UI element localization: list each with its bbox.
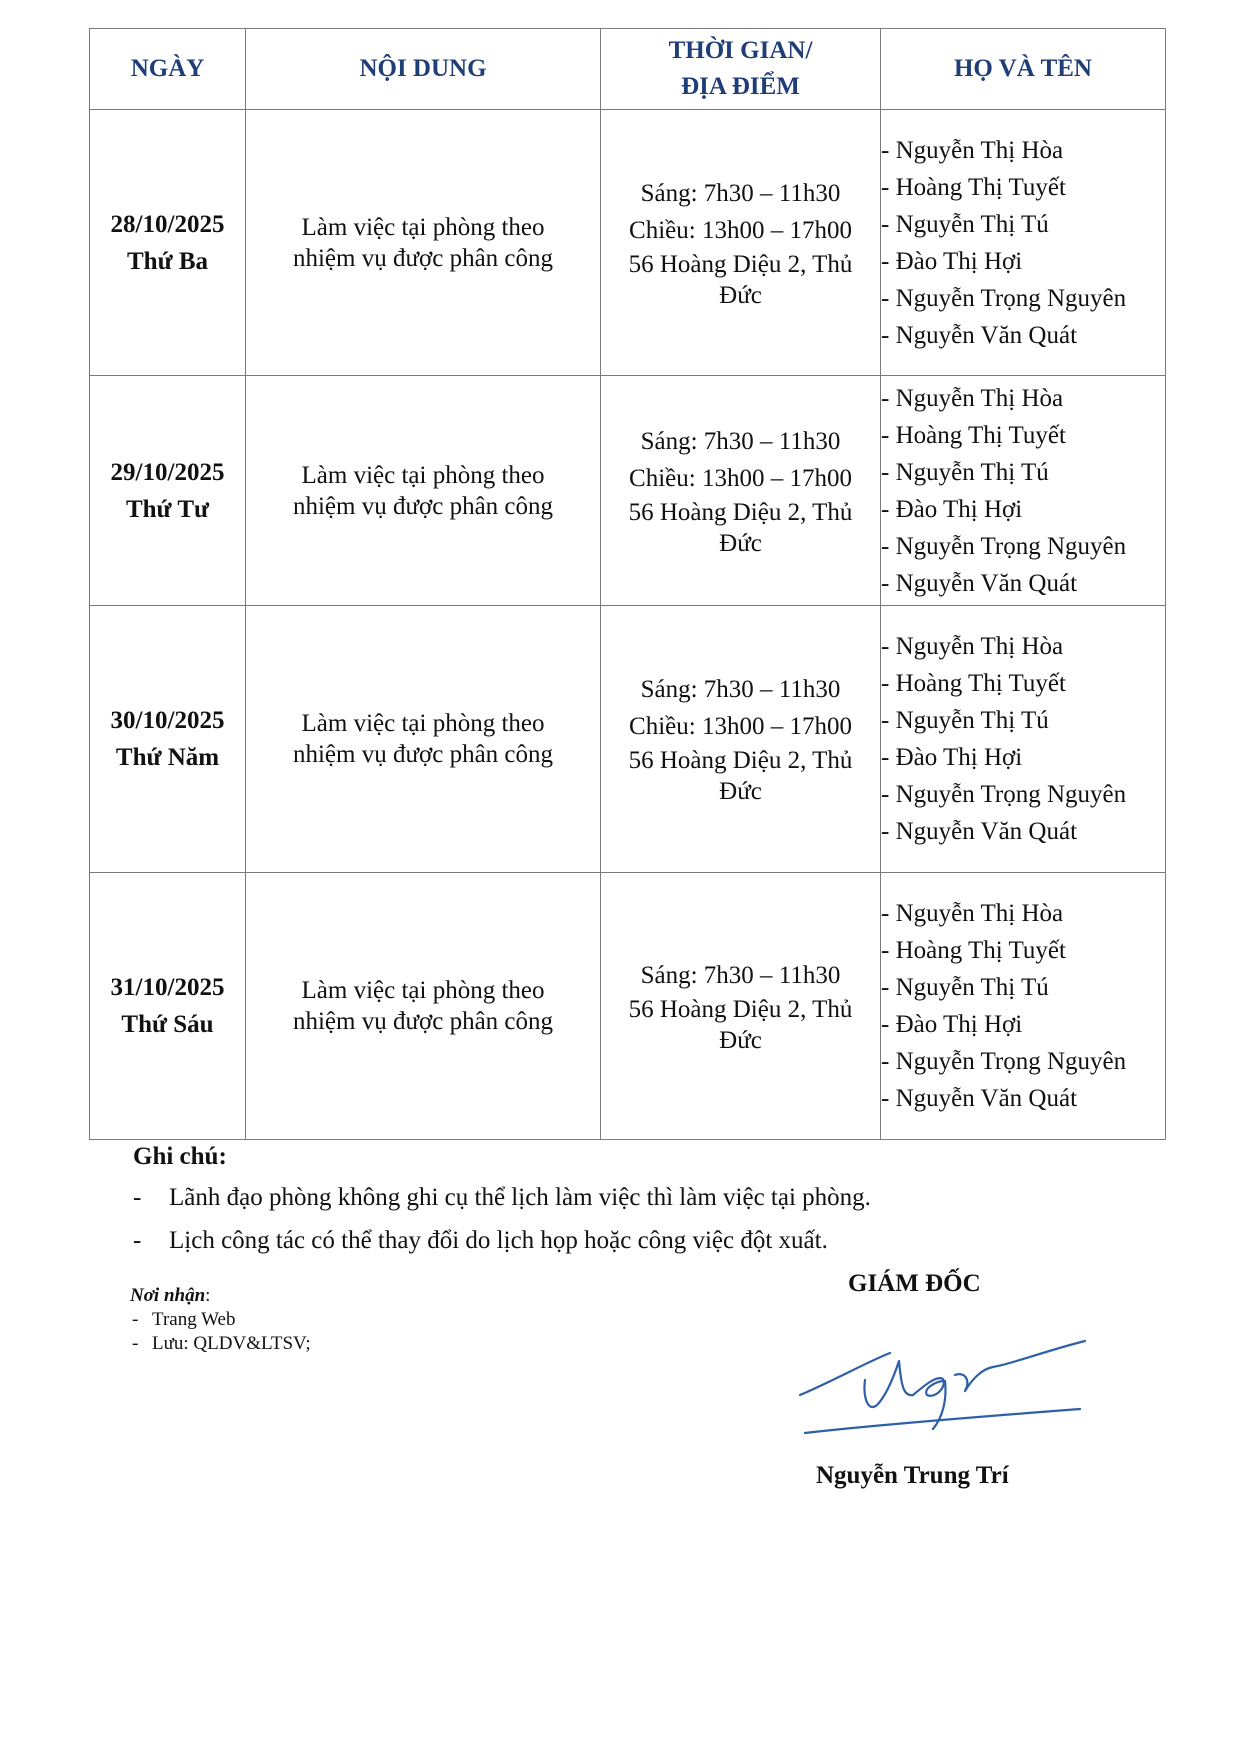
date-cell [90,110,246,376]
recipients-heading: Nơi nhận: [130,1285,211,1306]
content-line: nhiệm vụ được phân công [292,741,554,768]
address [601,745,880,807]
address-line: 56 Hoàng Diệu 2, Thủ [628,995,853,1023]
date: 31/10/2025 [110,974,225,1001]
address [601,994,880,1056]
schedule-table [89,28,1166,1140]
person-name: - Nguyễn Thị Hòa [881,633,1064,660]
table-row [90,873,1166,1140]
handwritten-signature [795,1325,1095,1445]
person-name: - Đào Thị Hợi [881,1011,1023,1038]
person-name: - Nguyễn Thị Tú [881,707,1049,734]
date-cell [90,606,246,873]
address-line: Đức [719,529,762,557]
address-line: 56 Hoàng Diệu 2, Thủ [628,498,853,526]
morning-time: Sáng: 7h30 – 11h30 [640,179,841,207]
person-name: - Nguyễn Thị Hòa [881,384,1064,412]
person-name: - Nguyễn Thị Hòa [881,136,1064,164]
note-item [133,1227,828,1255]
time-location-cell [601,606,881,873]
note-bullet: - [133,1227,142,1254]
date: 28/10/2025 [110,210,225,238]
recipients-title: Nơi nhận [130,1285,206,1306]
header-time-location [601,29,881,110]
note-bullet: - [133,1184,142,1211]
address [601,497,880,559]
content-cell [246,873,601,1140]
note-item [133,1184,871,1212]
time-location-cell [601,873,881,1140]
person-name: - Nguyễn Trọng Nguyên [881,781,1127,808]
names-cell [881,376,1166,606]
date-cell [90,376,246,606]
recipient-text: Lưu: QLDV&LTSV; [152,1333,311,1354]
person-name: - Hoàng Thị Tuyết [881,421,1066,449]
note-text: Lịch công tác có thể thay đổi do lịch họp hoặc công việc đột xuất. [169,1227,828,1254]
person-name: - Nguyễn Văn Quát [881,569,1078,597]
person-name: - Nguyễn Thị Tú [881,210,1049,238]
person-name: - Hoàng Thị Tuyết [881,937,1066,964]
header-time-line1: THỜI GIAN/ [668,37,813,64]
person-name: - Đào Thị Hợi [881,495,1023,523]
table-row [90,606,1166,873]
afternoon-time: Chiều: 13h00 – 17h00 [629,713,852,740]
content-cell [246,376,601,606]
content-line: nhiệm vụ được phân công [292,1008,554,1035]
table-row [90,376,1166,606]
weekday: Thứ Năm [115,744,220,771]
content-line: Làm việc tại phòng theo [301,461,545,489]
person-name: - Nguyễn Thị Tú [881,974,1049,1001]
note-text: Lãnh đạo phòng không ghi cụ thể lịch làm việc thì làm việc tại phòng. [169,1184,871,1211]
header-names: HỌ VÀ TÊN [881,29,1166,110]
date: 30/10/2025 [110,707,225,734]
person-name: - Nguyễn Thị Hòa [881,900,1064,927]
person-name: - Nguyễn Trọng Nguyên [881,532,1127,560]
afternoon-time: Chiều: 13h00 – 17h00 [629,216,852,244]
notes-title: Ghi chú: [133,1143,227,1170]
afternoon-time: Chiều: 13h00 – 17h00 [629,464,852,492]
signature-title: GIÁM ĐỐC [848,1270,981,1297]
content-line: Làm việc tại phòng theo [301,213,545,241]
person-name: - Hoàng Thị Tuyết [881,670,1066,697]
content-line: Làm việc tại phòng theo [301,710,545,737]
date: 29/10/2025 [110,458,225,486]
content-line: Làm việc tại phòng theo [301,977,545,1004]
time-location-cell [601,110,881,376]
content-line: nhiệm vụ được phân công [292,244,554,272]
table-header-row [90,29,1166,110]
address [601,249,880,311]
names-cell [881,873,1166,1140]
address-line: 56 Hoàng Diệu 2, Thủ [628,747,853,774]
person-name: - Nguyễn Văn Quát [881,321,1078,349]
person-name: - Nguyễn Thị Tú [881,458,1049,486]
names-cell [881,606,1166,873]
content-line: nhiệm vụ được phân công [292,492,554,520]
person-name: - Đào Thị Hợi [881,744,1023,771]
recipients-block [130,1284,311,1356]
names-cell [881,110,1166,376]
morning-time: Sáng: 7h30 – 11h30 [640,961,841,989]
content-cell [246,606,601,873]
address-line: Đức [719,281,762,309]
table-row [90,110,1166,376]
weekday: Thứ Ba [126,247,208,275]
person-name: - Nguyễn Văn Quát [881,1085,1078,1112]
header-time-line2: ĐỊA ĐIỂM [681,73,800,100]
content-cell [246,110,601,376]
address-line: Đức [719,1026,762,1054]
signer-name: Nguyễn Trung Trí [816,1462,1009,1489]
recipient-item: - Lưu: QLDV&LTSV; [132,1333,311,1354]
weekday: Thứ Sáu [121,1011,214,1038]
morning-time: Sáng: 7h30 – 11h30 [640,427,841,455]
person-name: - Nguyễn Văn Quát [881,818,1078,845]
person-name: - Hoàng Thị Tuyết [881,173,1066,201]
recipient-item: - Trang Web [132,1309,236,1330]
header-content: NỘI DUNG [246,29,601,110]
weekday: Thứ Tư [125,495,210,523]
person-name: - Nguyễn Trọng Nguyên [881,1048,1127,1075]
time-location-cell [601,376,881,606]
recipient-text: Trang Web [152,1309,236,1330]
morning-time: Sáng: 7h30 – 11h30 [640,676,841,703]
address-line: 56 Hoàng Diệu 2, Thủ [628,250,853,278]
date-cell [90,873,246,1140]
address-line: Đức [719,778,762,805]
person-name: - Nguyễn Trọng Nguyên [881,284,1127,312]
person-name: - Đào Thị Hợi [881,247,1023,275]
header-date: NGÀY [90,29,246,110]
